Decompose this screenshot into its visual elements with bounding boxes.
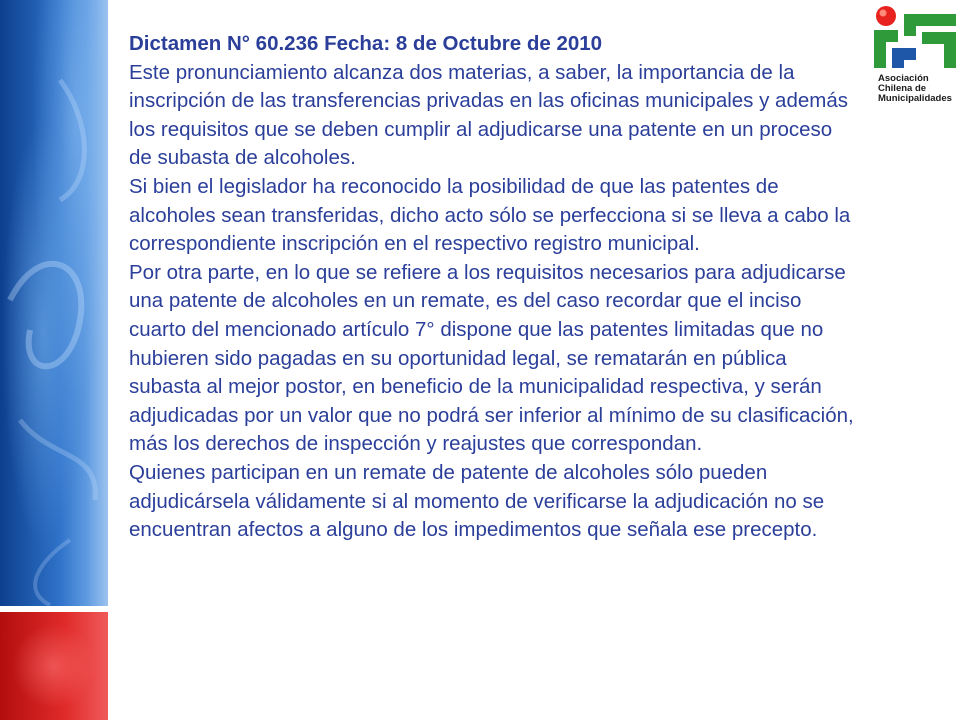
document-title: Dictamen N° 60.236 Fecha: 8 de Octubre de 2010: [129, 32, 603, 55]
logo-line-1: Asociación: [878, 73, 929, 84]
logo-line-2: Chilena de: [878, 83, 927, 94]
paragraph-3: Por otra parte, en lo que se refiere a los requisitos necesarios para adjudicarse una patente de alcoholes en un remate, es del caso recordar que el inciso cuarto del mencionado artículo 7° dispone que las patentes limitadas que no hubieren sido pagadas en su oportunidad legal, se rematarán en pública subasta al mejor postor, en beneficio de la municipalidad respectiva, y serán adjudicadas por un valor que no podrá ser inferior al mínimo de su clasificación, más los derechos de inspección y reajustes que correspondan.: [129, 260, 854, 456]
logo-line-3: Municipalidades: [878, 93, 952, 104]
decorative-blue-band: [0, 0, 110, 606]
decorative-red-band: [0, 612, 108, 720]
swirl-decoration-icon: [0, 0, 108, 606]
paragraph-2: Si bien el legislador ha reconocido la posibilidad de que las patentes de alcoholes sean transferidas, dicho acto sólo se perfecciona si se lleva a cabo la correspondiente inscripción en el respectivo registro municipal.: [129, 174, 851, 256]
paragraph-1: Este pronunciamiento alcanza dos materias, a saber, la importancia de la inscripción de las transferencias privadas en las oficinas municipales y además los requisitos que se deben cumplir al adjudicarse una patente en un proceso de subasta de alcoholes.: [129, 60, 848, 170]
document-body: [129, 30, 859, 545]
logo-text: [878, 74, 960, 104]
paragraph-4: Quienes participan en un remate de patente de alcoholes sólo pueden adjudicársela válidamente si al momento de verificarse la adjudicación no se encuentran afectos a alguno de los impedimentos que señala ese precepto.: [129, 460, 825, 542]
